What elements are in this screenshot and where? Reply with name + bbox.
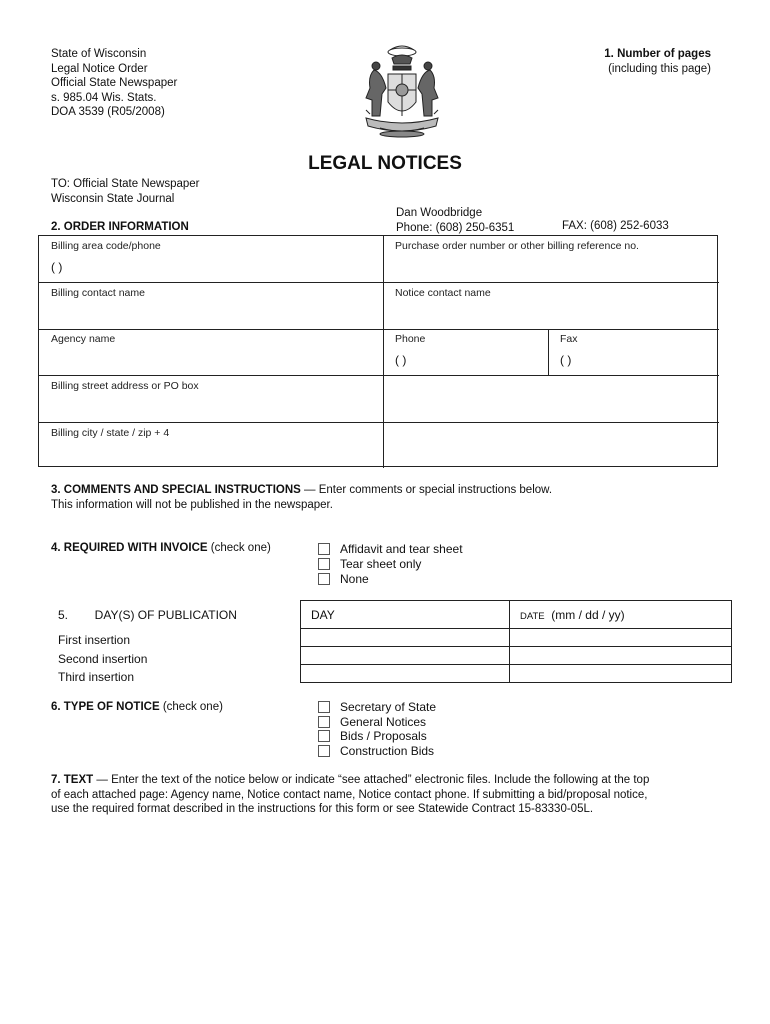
header-line: Official State Newspaper (51, 77, 178, 89)
recipient-block (51, 177, 200, 206)
state-seal-icon (360, 44, 445, 140)
billing-phone-field[interactable] (39, 236, 383, 282)
header-line: Legal Notice Order (51, 62, 148, 75)
section-comments-heading: 3. COMMENTS AND SPECIAL INSTRUCTIONS (51, 484, 301, 496)
field-label: Agency name (51, 333, 116, 345)
section-text-heading: 7. TEXT (51, 774, 94, 786)
fax-field[interactable] (549, 330, 719, 375)
notice-type-label: Bids / Proposals (340, 729, 427, 743)
third-insertion-day-cell[interactable] (301, 665, 510, 683)
first-insertion-date-cell[interactable] (510, 629, 732, 647)
area-code-placeholder: ( ) (560, 353, 572, 367)
street-address-extra-field[interactable] (384, 376, 719, 422)
area-code-placeholder: ( ) (51, 260, 63, 274)
notice-type-checkbox[interactable] (318, 730, 330, 742)
section-order-heading: 2. ORDER INFORMATION (51, 221, 189, 233)
city-state-zip-extra-field[interactable] (384, 423, 719, 467)
page-count-sublabel: (including this page) (608, 62, 711, 75)
field-label: Billing street address or PO box (51, 380, 199, 392)
field-label: Billing city / state / zip + 4 (51, 427, 170, 439)
section-publication-heading: 5. DAY(S) OF PUBLICATION (58, 608, 237, 622)
date-label: DATE (520, 610, 545, 622)
invoice-option-checkbox[interactable] (318, 558, 330, 570)
section-comments-instructions: — Enter comments or special instructions below. (300, 484, 553, 496)
notice-contact-field[interactable] (384, 283, 719, 329)
section-notice-type-note: (check one) (159, 701, 223, 713)
section-notice-type-title: 6. TYPE OF NOTICE (51, 701, 160, 713)
contact-fax: FAX: (608) 252-6033 (562, 220, 669, 232)
field-label: Billing area code/phone (51, 240, 161, 252)
section-text-line: — Enter the text of the notice below or indicate “see attached” electronic files. Include the following at the top (93, 774, 650, 786)
second-insertion-day-cell[interactable] (301, 647, 510, 665)
notice-type-label: General Notices (340, 715, 427, 729)
invoice-option-label: Tear sheet only (340, 557, 422, 571)
section-text-line: use the required format described in the instructions for this form or see Statewide Contract 15-83330-05L. (51, 803, 594, 815)
header-line: DOA 3539 (R05/2008) (51, 106, 165, 118)
area-code-placeholder: ( ) (395, 353, 407, 367)
page-count-label: 1. Number of pages (604, 48, 711, 60)
third-insertion-date-cell[interactable] (510, 665, 732, 683)
day-column-header: DAY (301, 601, 510, 629)
phone-field[interactable] (384, 330, 548, 375)
notice-type-checkbox[interactable] (318, 701, 330, 713)
form-identifier (51, 47, 177, 120)
notice-type-checkbox[interactable] (318, 716, 330, 728)
section-invoice-title: 4. REQUIRED WITH INVOICE (51, 542, 208, 554)
recipient-line: Wisconsin State Journal (51, 192, 175, 205)
publication-dates-table (300, 600, 732, 683)
date-format: (mm / dd / yy) (544, 607, 625, 622)
page-title: LEGAL NOTICES (308, 153, 462, 174)
field-label: Phone (395, 333, 426, 345)
billing-contact-field[interactable] (39, 283, 383, 329)
section-invoice-heading (51, 542, 271, 554)
field-label: Billing contact name (51, 287, 145, 299)
contact-block (396, 206, 514, 235)
header-line: s. 985.04 Wis. Stats. (51, 91, 157, 104)
order-info-grid (38, 235, 718, 467)
contact-name: Dan Woodbridge (396, 207, 483, 219)
section-comments[interactable] (51, 483, 552, 512)
second-insertion-date-cell[interactable] (510, 647, 732, 665)
section-invoice-note: (check one) (207, 542, 271, 554)
city-state-zip-field[interactable] (39, 423, 383, 467)
section-notice-type-heading (51, 701, 223, 713)
invoice-option-checkbox[interactable] (318, 543, 330, 555)
date-column-header (510, 601, 732, 629)
notice-type-label: Secretary of State (340, 700, 437, 714)
notice-type-checkbox[interactable] (318, 745, 330, 757)
insertion-label: First insertion (58, 633, 131, 647)
insertion-label: Second insertion (58, 652, 148, 666)
notice-type-label: Construction Bids (340, 744, 435, 758)
field-label: Notice contact name (395, 287, 491, 299)
invoice-option-checkbox[interactable] (318, 573, 330, 585)
section-text-line: of each attached page: Agency name, Notice contact name, Notice contact phone. If submitting a bid/proposal notice, (51, 788, 648, 801)
field-label: Purchase order number or other billing reference no. (395, 240, 639, 252)
page-count-block (540, 47, 711, 76)
street-address-field[interactable] (39, 376, 383, 422)
recipient-line: TO: Official State Newspaper (51, 178, 200, 190)
header-line: State of Wisconsin (51, 48, 147, 60)
first-insertion-day-cell[interactable] (301, 629, 510, 647)
section-comments-note: This information will not be published in the newspaper. (51, 498, 333, 511)
agency-name-field[interactable] (39, 330, 383, 375)
po-number-field[interactable] (384, 236, 719, 282)
invoice-option-label: Affidavit and tear sheet (340, 542, 463, 556)
invoice-option-label: None (340, 572, 369, 586)
field-label: Fax (560, 333, 578, 345)
insertion-label: Third insertion (58, 670, 135, 684)
section-text[interactable] (51, 773, 649, 817)
contact-phone: Phone: (608) 250-6351 (396, 221, 515, 234)
